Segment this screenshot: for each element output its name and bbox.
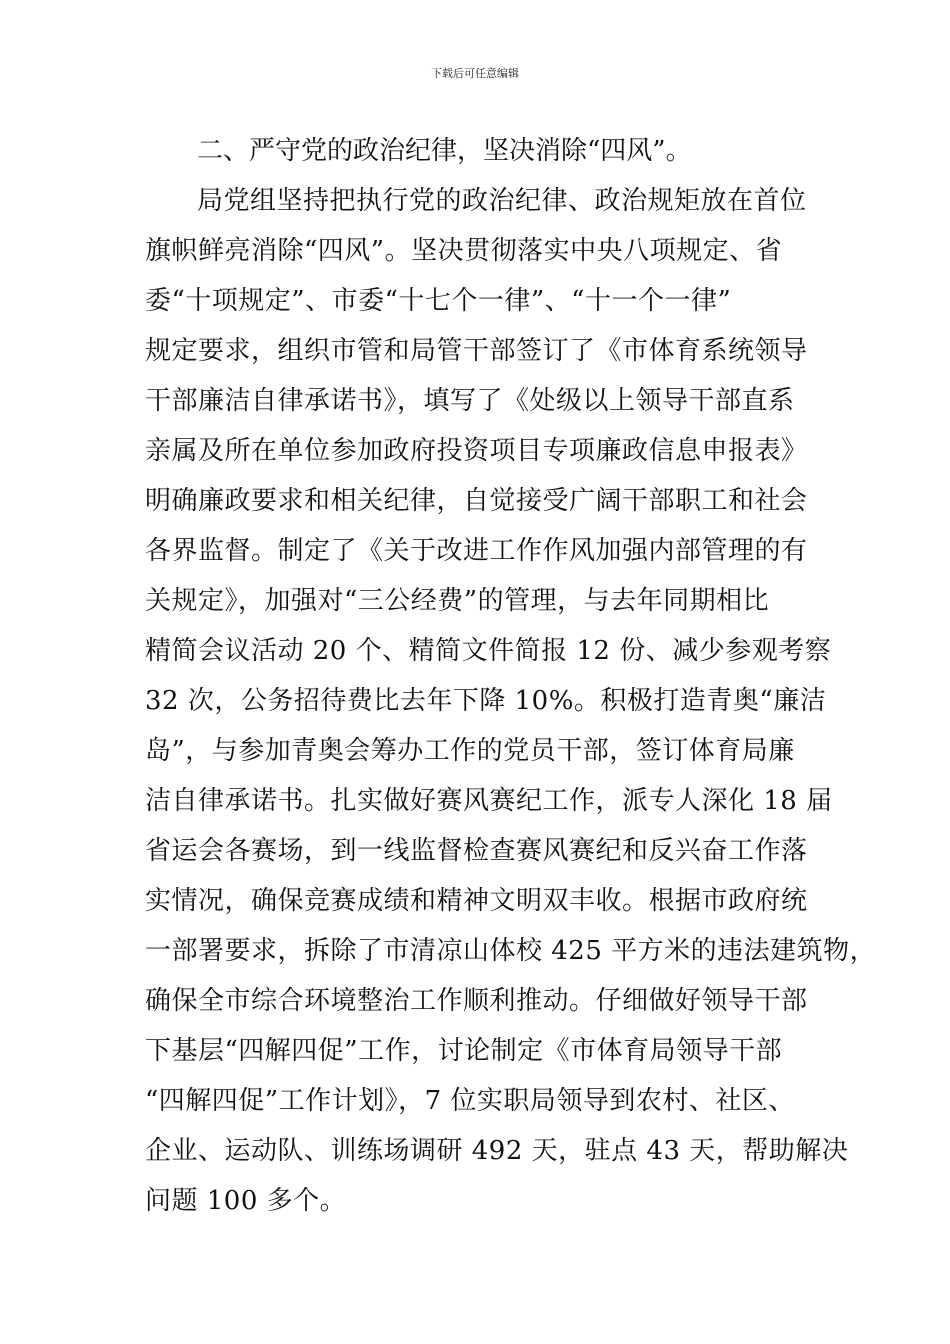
paragraph-line: 明确廉政要求和相关纪律，自觉接受广阔干部职工和社会 [145,486,808,516]
section-paragraph [145,176,877,1226]
paragraph-line: 32 次，公务招待费比去年下降 10%。积极打造青奥“廉洁 [145,686,827,716]
paragraph-line: 各界监督。制定了《关于改进工作作风加强内部管理的有 [145,536,808,566]
paragraph-line: 关规定》，加强对“三公经费”的管理，与去年同期相比 [145,586,770,616]
paragraph-line: 一部署要求，拆除了市清凉山体校 425 平方米的违法建筑物， [145,936,877,966]
paragraph-line: 精简会议活动 20 个、精简文件简报 12 份、减少参观考察 [145,636,832,666]
paragraph-line: 下基层“四解四促”工作，讨论制定《市体育局领导干部 [145,1036,783,1066]
paragraph-line: 省运会各赛场，到一线监督检查赛风赛纪和反兴奋工作落 [145,836,808,866]
paragraph-line: 问题 100 多个。 [145,1186,347,1216]
paragraph-line: 规定要求，组织市管和局管干部签订了《市体育系统领导 [145,336,808,366]
paragraph-line: “四解四促”工作计划》，7 位实职局领导到农村、社区、 [145,1086,795,1116]
paragraph-line: 实情况，确保竞赛成绩和精神文明双丰收。根据市政府统 [145,886,808,916]
paragraph-line: 局党组坚持把执行党的政治纪律、政治规矩放在首位 [197,186,807,216]
paragraph-line: 洁自律承诺书。扎实做好赛风赛纪工作，派专人深化 18 届 [145,786,833,816]
paragraph-line: 确保全市综合环境整治工作顺利推动。仔细做好领导干部 [145,986,808,1016]
page-header-note: 下载后可任意编辑 [431,67,519,80]
document-body [145,126,877,1226]
paragraph-line: 岛”，与参加青奥会筹办工作的党员干部，签订体育局廉 [145,736,795,766]
paragraph-line: 企业、运动队、训练场调研 492 天，驻点 43 天，帮助解决 [145,1136,849,1166]
paragraph-line: 委“十项规定”、市委“十七个一律”、“十一个一律” [145,286,732,316]
section-heading: 二、严守党的政治纪律，坚决消除“四风”。 [197,136,692,166]
paragraph-line: 干部廉洁自律承诺书》，填写了《处级以上领导干部直系 [145,386,795,416]
paragraph-line: 亲属及所在单位参加政府投资项目专项廉政信息申报表》 [145,436,808,466]
paragraph-line: 旗帜鲜亮消除“四风”。坚决贯彻落实中央八项规定、省 [145,236,783,266]
